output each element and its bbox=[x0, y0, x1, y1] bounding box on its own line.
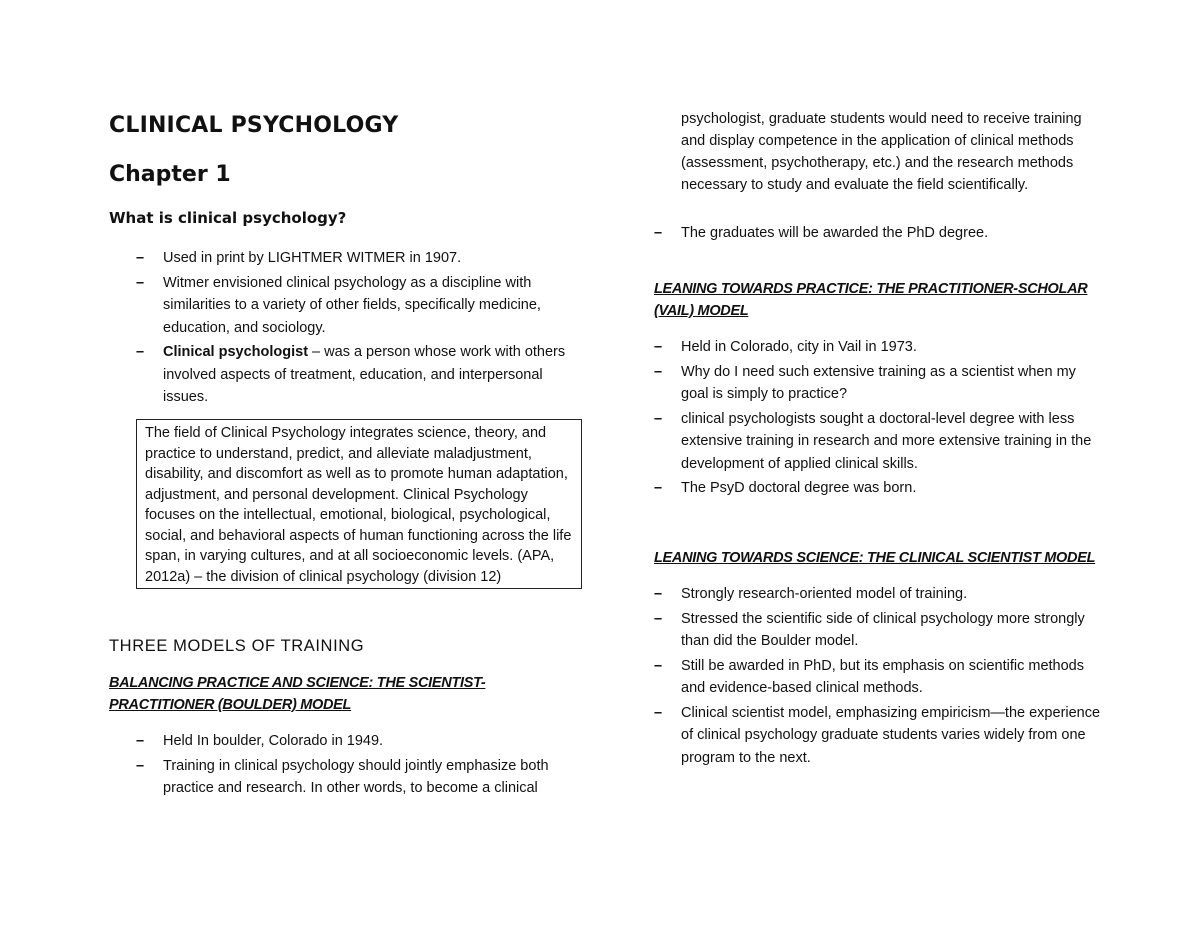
list-item-text: The graduates will be awarded the PhD degree. bbox=[681, 225, 989, 241]
clinical-scientist-list bbox=[654, 583, 1104, 771]
list-item bbox=[109, 247, 579, 270]
list-item-text: – was a person whose work with others involved aspects of treatment, education, and interpersonal issues. bbox=[163, 344, 566, 405]
boulder-final-list bbox=[654, 222, 1104, 247]
list-item bbox=[109, 272, 579, 340]
list-item-text: Held in Colorado, city in Vail in 1973. bbox=[681, 339, 917, 355]
vail-model-heading: LEANING TOWARDS PRACTICE: THE PRACTITIONER-SCHOLAR (VAIL) MODEL bbox=[654, 281, 1088, 319]
list-item bbox=[109, 341, 579, 409]
list-item-text: The PsyD doctoral degree was born. bbox=[681, 480, 917, 496]
boulder-model-heading: BALANCING PRACTICE AND SCIENCE: THE SCIENTIST-PRACTITIONER (BOULDER) MODEL bbox=[109, 675, 486, 713]
list-item bbox=[654, 608, 1104, 653]
list-item bbox=[654, 702, 1104, 770]
list-item bbox=[109, 730, 579, 753]
dash-bullet: – bbox=[136, 250, 145, 266]
models-title: THREE MODELS OF TRAINING bbox=[109, 637, 365, 655]
list-item-text: Strongly research-oriented model of training. bbox=[681, 586, 968, 602]
list-item bbox=[654, 222, 1104, 245]
list-item bbox=[654, 477, 1104, 500]
intro-list bbox=[109, 247, 579, 411]
dash-bullet: – bbox=[136, 274, 145, 291]
list-item-text: Why do I need such extensive training as a scientist when my goal is simply to practice? bbox=[681, 363, 1076, 402]
list-item-text: Training in clinical psychology should jointly emphasize both practice and research. In other words, to become a clinical bbox=[163, 757, 549, 796]
dash-bullet: – bbox=[654, 363, 663, 380]
list-item bbox=[654, 336, 1104, 359]
definition-box: The field of Clinical Psychology integrates science, theory, and practice to understand, predict, and alleviate maladjustment, disability, and discomfort as well as to promote human adaptation, adjustment, and personal development. Clinical Psychology focuses on the intellectual, emotional, biological, psychological, social, and behavioral aspects of human functioning across the life span, in varying cultures, and at all socioeconomic levels. (APA, 2012a) – the division of clinical psychology (division 12) bbox=[136, 419, 582, 589]
list-item bbox=[109, 755, 579, 800]
clinical-psychologist-term: Clinical psychologist bbox=[163, 344, 309, 360]
dash-bullet: – bbox=[136, 757, 145, 774]
list-item-text: Held In boulder, Colorado in 1949. bbox=[163, 733, 384, 749]
dash-bullet: – bbox=[654, 704, 663, 721]
boulder-list bbox=[109, 730, 579, 802]
dash-bullet: – bbox=[136, 733, 145, 749]
list-item bbox=[654, 583, 1104, 606]
document-title: CLINICAL PSYCHOLOGY bbox=[109, 113, 399, 138]
list-item bbox=[654, 408, 1104, 476]
dash-bullet: – bbox=[654, 657, 663, 674]
chapter-heading: Chapter 1 bbox=[109, 162, 231, 187]
list-item-text: clinical psychologists sought a doctoral-level degree with less extensive training in research and more extensive training in the development of applied clinical skills. bbox=[681, 410, 1092, 472]
dash-bullet: – bbox=[654, 586, 663, 602]
list-item bbox=[654, 361, 1104, 406]
list-item-text: Still be awarded in PhD, but its emphasis on scientific methods and evidence-based clinical methods. bbox=[681, 657, 1084, 696]
list-item bbox=[654, 655, 1104, 700]
list-item-text: Stressed the scientific side of clinical psychology more strongly than did the Boulder model. bbox=[681, 610, 1085, 649]
list-item-text: Clinical scientist model, emphasizing empiricism—the experience of clinical psychology graduate students varies widely from one program to the next. bbox=[681, 704, 1101, 766]
list-item-text: Witmer envisioned clinical psychology as a discipline with similarities to a variety of other fields, specifically medicine, education, and sociology. bbox=[163, 274, 541, 336]
dash-bullet: – bbox=[654, 610, 663, 627]
vail-list bbox=[654, 336, 1104, 502]
dash-bullet: – bbox=[654, 339, 663, 355]
boulder-continuation: psychologist, graduate students would need to receive training and display competence in the application of clinical methods (assessment, psychotherapy, etc.) and the research methods necessary to study and evaluate the field scientifically. bbox=[681, 111, 1082, 193]
dash-bullet: – bbox=[654, 410, 663, 427]
question-heading: What is clinical psychology? bbox=[109, 209, 347, 227]
dash-bullet: – bbox=[654, 225, 663, 241]
dash-bullet: – bbox=[654, 480, 663, 496]
clinical-scientist-model-heading: LEANING TOWARDS SCIENCE: THE CLINICAL SCIENTIST MODEL bbox=[654, 550, 1096, 566]
list-item-text: Used in print by LIGHTMER WITMER in 1907. bbox=[163, 250, 462, 266]
dash-bullet: – bbox=[136, 344, 145, 360]
